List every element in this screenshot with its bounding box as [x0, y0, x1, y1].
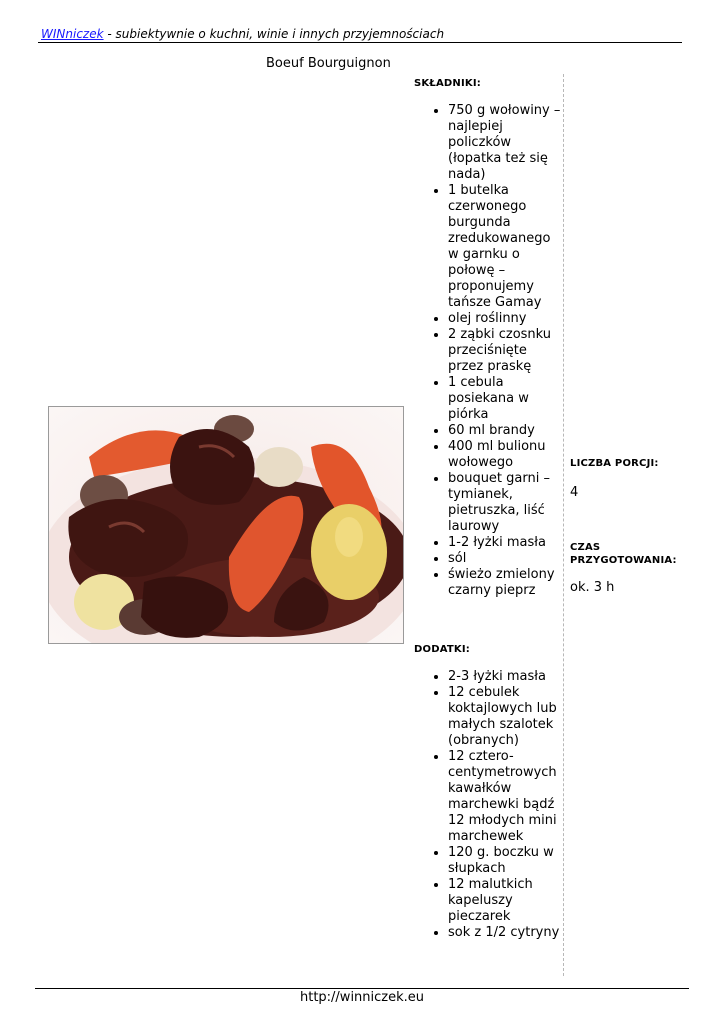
list-item: • świeżo zmielony czarny pieprz [448, 567, 562, 599]
prep-time-block [570, 541, 710, 595]
site-link[interactable]: WINniczek [41, 27, 104, 41]
list-item: • 12 malutkich kapeluszy pieczarek [448, 877, 562, 925]
portions-block [570, 457, 710, 500]
list-item: • 120 g. boczku w słupkach [448, 845, 562, 877]
footer-url: http://winniczek.eu [299, 990, 425, 1005]
list-item: • 2-3 łyżki masła [448, 669, 562, 685]
list-item: • 1 butelka czerwonego burgunda zredukowanego w garnku o połowę – proponujemy tańsze Gamay [448, 183, 562, 311]
list-item: • bouquet garni – tymianek, pietruszka, liść laurowy [448, 471, 562, 535]
list-item: • 12 cztero-centymetrowych kawałków marchewki bądź 12 młodych mini marchewek [448, 749, 562, 845]
list-item: • sól [448, 551, 562, 567]
prep-time-value: ok. 3 h [570, 580, 615, 595]
list-item: • 1-2 łyżki masła [448, 535, 562, 551]
extras-section [414, 644, 562, 941]
header-divider [38, 42, 682, 43]
footer-divider [35, 988, 689, 989]
list-item: • 750 g wołowiny – najlepiej policzków (łopatka też się nada) [448, 103, 562, 183]
ingredients-section [414, 78, 562, 599]
site-tagline: - subiektywnie o kuchni, winie i innych przyjemnościach [103, 27, 445, 41]
portions-heading: LICZBA PORCJI: [570, 458, 659, 469]
list-item: • 2 ząbki czosnku przeciśnięte przez praskę [448, 327, 562, 375]
list-item: • sok z 1/2 cytryny [448, 925, 562, 941]
dish-photo [48, 406, 404, 644]
extras-list [414, 669, 562, 941]
list-item: • olej roślinny [448, 311, 562, 327]
ingredients-heading: SKŁADNIKI: [414, 78, 481, 89]
prep-time-heading: CZAS PRZYGOTOWANIA: [570, 542, 677, 566]
column-divider [563, 74, 564, 976]
recipe-title: Boeuf Bourguignon [266, 56, 391, 71]
portions-value: 4 [570, 485, 579, 500]
ingredients-list [414, 103, 562, 599]
list-item: • 400 ml bulionu wołowego [448, 439, 562, 471]
list-item: • 12 cebulek koktajlowych lub małych szalotek (obranych) [448, 685, 562, 749]
extras-heading: DODATKI: [414, 644, 470, 655]
page-header [41, 27, 444, 41]
list-item: • 1 cebula posiekana w piórka [448, 375, 562, 423]
list-item: • 60 ml brandy [448, 423, 562, 439]
